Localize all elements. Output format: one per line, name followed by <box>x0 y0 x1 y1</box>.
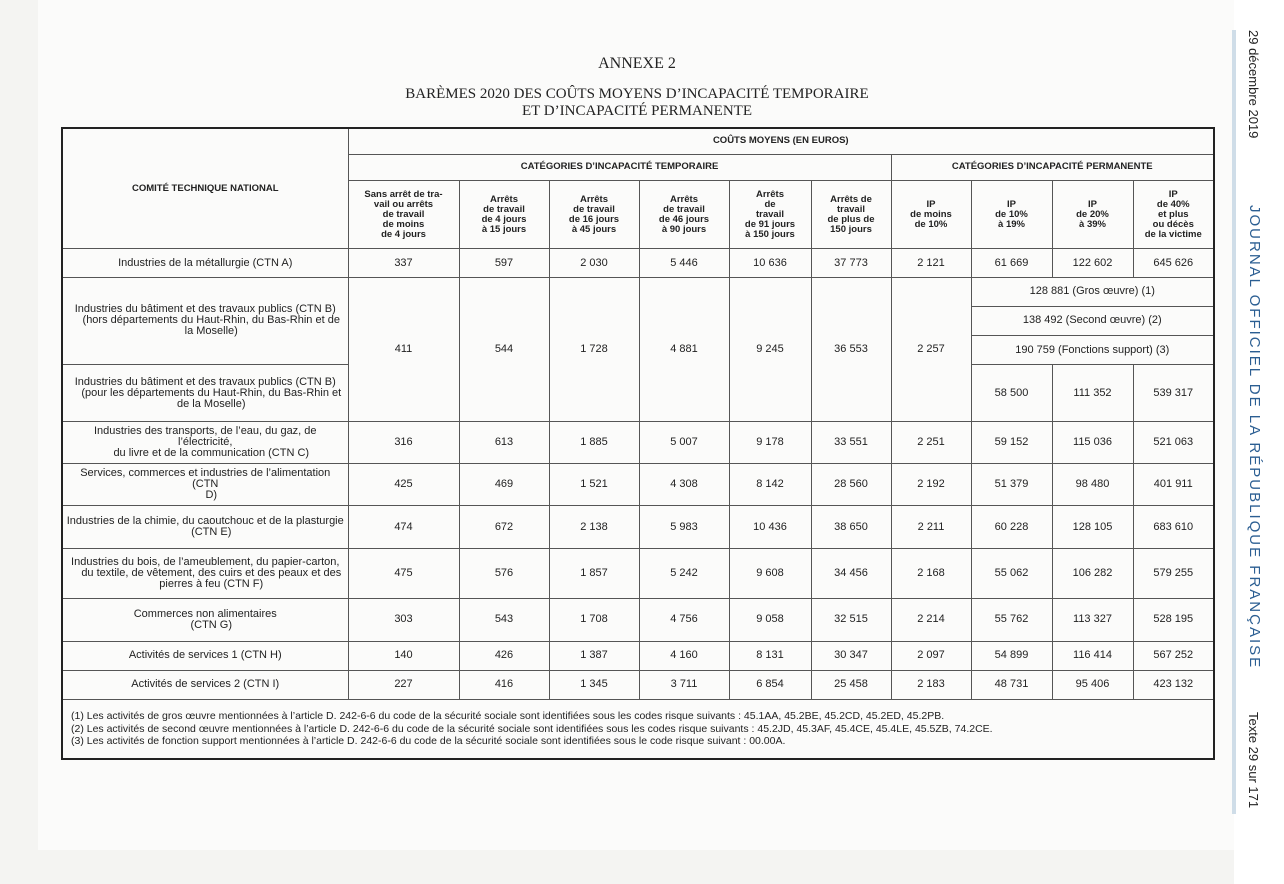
cell: 2 214 <box>891 599 971 641</box>
cell: 2 138 <box>549 506 639 548</box>
column-header-line: Arrêts <box>670 193 698 205</box>
column-header-line: IP <box>1168 188 1178 200</box>
cell: 597 <box>459 249 549 277</box>
cell: 51 379 <box>971 464 1052 506</box>
row-name <box>62 464 348 506</box>
row-name-line: du livre et de la communication (CTN C) <box>113 446 310 459</box>
cell: 38 650 <box>811 506 891 548</box>
cell: 1 885 <box>549 421 639 463</box>
header-permanent: CATÉGORIES D’INCAPACITÉ PERMANENTE <box>891 154 1214 180</box>
cell: 2 257 <box>891 277 971 421</box>
row-name-line: Activités de services 2 (CTN I) <box>131 678 280 691</box>
cell: 1 728 <box>549 277 639 421</box>
side-rule <box>1232 30 1236 814</box>
row-name-line: Industries des transports, de l’eau, du gaz, de l’électricité, <box>93 424 317 448</box>
row-name <box>62 670 348 699</box>
column-header-line: 150 jours <box>830 223 872 235</box>
column-header-line: de la victime <box>1144 228 1202 240</box>
cell: 128 105 <box>1052 506 1133 548</box>
cell: 55 762 <box>971 599 1052 641</box>
header-ctn: COMITÉ TECHNIQUE NATIONAL <box>62 128 348 249</box>
cell: 10 636 <box>729 249 811 277</box>
table-row-btp <box>62 277 1214 306</box>
column-header-line: de 10% <box>995 208 1028 220</box>
row-name-line: Activités de services 1 (CTN H) <box>128 649 282 662</box>
column-header-line: Arrêts <box>490 193 518 205</box>
cell: 416 <box>459 670 549 699</box>
table-row <box>62 641 1214 670</box>
column-header-line: de moins <box>382 218 425 230</box>
cell: 539 317 <box>1133 365 1214 422</box>
column-header-line: de 40% <box>1156 198 1190 210</box>
column-header <box>348 180 459 249</box>
cell: 4 308 <box>639 464 729 506</box>
cell: 9 245 <box>729 277 811 421</box>
column-header-line: de moins <box>910 208 952 220</box>
row-name <box>62 421 348 463</box>
row-name-line: (CTN E) <box>191 526 232 539</box>
cell-ip-second-oeuvre: 138 492 (Second œuvre) (2) <box>971 306 1214 335</box>
cell: 469 <box>459 464 549 506</box>
column-header <box>891 180 971 249</box>
cell: 1 708 <box>549 599 639 641</box>
cell: 6 854 <box>729 670 811 699</box>
cell: 2 097 <box>891 641 971 670</box>
cell: 10 436 <box>729 506 811 548</box>
cell: 303 <box>348 599 459 641</box>
row-name-btp-general <box>62 277 348 365</box>
column-header-line: de 10% <box>914 218 948 230</box>
column-header-line: de 4 jours <box>481 213 527 225</box>
side-text-number: Texte 29 sur 171 <box>1246 712 1261 809</box>
cell: 54 899 <box>971 641 1052 670</box>
cell: 8 142 <box>729 464 811 506</box>
cell: 111 352 <box>1052 365 1133 422</box>
column-header-line: à 39% <box>1079 218 1106 230</box>
row-name-line: Services, commerces et industries de l’alimentation (CTN <box>80 467 331 491</box>
column-header-line: Arrêts <box>580 193 608 205</box>
side-date: 29 décembre 2019 <box>1246 30 1261 139</box>
column-header <box>549 180 639 249</box>
column-header-line: de 4 jours <box>381 228 426 240</box>
cell: 115 036 <box>1052 421 1133 463</box>
column-header-line: de travail <box>573 203 615 215</box>
table-row <box>62 421 1214 463</box>
row-name-line: (CTN G) <box>190 618 233 631</box>
column-header-line: travail <box>756 208 784 220</box>
cell: 411 <box>348 277 459 421</box>
cell: 401 911 <box>1133 464 1214 506</box>
cell: 337 <box>348 249 459 277</box>
cell: 55 062 <box>971 548 1052 598</box>
row-name: Industries de la métallurgie (CTN A) <box>62 249 348 277</box>
table-body <box>62 421 1214 699</box>
cell-ip-gros-oeuvre: 128 881 (Gros œuvre) (1) <box>971 277 1214 306</box>
cell: 9 178 <box>729 421 811 463</box>
cell: 140 <box>348 641 459 670</box>
row-name-line: Industries du bâtiment et des travaux publics (CTN B) <box>74 303 336 316</box>
cell: 9 608 <box>729 548 811 598</box>
cell: 544 <box>459 277 549 421</box>
row-name <box>62 506 348 548</box>
cell: 5 242 <box>639 548 729 598</box>
cell: 60 228 <box>971 506 1052 548</box>
cell: 3 711 <box>639 670 729 699</box>
annexe-heading: ANNEXE 2 <box>598 55 676 72</box>
table-row <box>62 548 1214 598</box>
cell: 423 132 <box>1133 670 1214 699</box>
cell: 1 345 <box>549 670 639 699</box>
column-header <box>811 180 891 249</box>
column-header-line: travail <box>837 203 865 215</box>
column-header-line: IP <box>1007 198 1016 210</box>
cell: 9 058 <box>729 599 811 641</box>
column-header <box>639 180 729 249</box>
cell: 98 480 <box>1052 464 1133 506</box>
table-row <box>62 464 1214 506</box>
cell: 2 183 <box>891 670 971 699</box>
cell: 613 <box>459 421 549 463</box>
cell: 227 <box>348 670 459 699</box>
cell: 61 669 <box>971 249 1052 277</box>
column-header-line: de plus de <box>827 213 875 225</box>
cell: 1 857 <box>549 548 639 598</box>
cell: 567 252 <box>1133 641 1214 670</box>
column-header <box>1133 180 1214 249</box>
column-header-line: Arrêts <box>756 188 784 200</box>
column-header-line: à 90 jours <box>661 223 707 235</box>
cell: 683 610 <box>1133 506 1214 548</box>
row-name-btp-alsace <box>62 365 348 422</box>
column-header-line: de travail <box>483 203 525 215</box>
cost-table <box>61 127 1215 760</box>
cell: 28 560 <box>811 464 891 506</box>
cell: 5 446 <box>639 249 729 277</box>
footnotes <box>62 700 1214 759</box>
cell: 36 553 <box>811 277 891 421</box>
column-header-line: de <box>764 198 776 210</box>
column-header <box>1052 180 1133 249</box>
column-header-line: IP <box>926 198 936 210</box>
column-header-line: Sans arrêt de tra- <box>364 188 443 200</box>
cell: 106 282 <box>1052 548 1133 598</box>
cell: 59 152 <box>971 421 1052 463</box>
row-name-line: du textile, de vêtement, des cuirs et des peaux et des pierres à feu (CTN F) <box>81 566 342 590</box>
cell: 425 <box>348 464 459 506</box>
column-header <box>729 180 811 249</box>
row-name <box>62 599 348 641</box>
row-name-line: (hors départements du Haut-Rhin, du Bas-Rhin et de la Moselle) <box>82 314 340 338</box>
notes-row <box>62 700 1214 759</box>
cell: 113 327 <box>1052 599 1133 641</box>
cell: 4 160 <box>639 641 729 670</box>
cell: 4 756 <box>639 599 729 641</box>
side-journal-title: JOURNAL OFFICIEL DE LA RÉPUBLIQUE FRANÇAISE <box>1246 205 1263 670</box>
cell: 2 030 <box>549 249 639 277</box>
footnote-2: (2) Les activités de second œuvre mentionnées à l’article D. 242-6-6 du code de la sécurité sociale sont identifiées sous les codes risque suivants : 45.2JD, 45.3AF, 45.4CE, 45.4LE, 45.5ZB, 74.2CE. <box>71 722 993 735</box>
column-header-line: et plus <box>1157 208 1189 220</box>
cell: 475 <box>348 548 459 598</box>
cell: 645 626 <box>1133 249 1214 277</box>
title-line-2: ET D’INCAPACITÉ PERMANENTE <box>521 103 752 119</box>
header-temporary: CATÉGORIES D’INCAPACITÉ TEMPORAIRE <box>348 154 891 180</box>
row-name <box>62 641 348 670</box>
cell: 48 731 <box>971 670 1052 699</box>
cell: 122 602 <box>1052 249 1133 277</box>
column-header-line: à 15 jours <box>481 223 527 235</box>
cell: 34 456 <box>811 548 891 598</box>
column-header <box>459 180 549 249</box>
title-line-1: BARÈMES 2020 DES COÛTS MOYENS D’INCAPACITÉ TEMPORAIRE <box>405 86 869 102</box>
footnote-1: (1) Les activités de gros œuvre mentionnées à l’article D. 242-6-6 du code de la sécurité sociale sont identifiées sous les codes risque suivants : 45.1AA, 45.2BE, 45.2CD, 45.2ED, 45.2PB. <box>71 710 945 723</box>
column-header-line: à 150 jours <box>745 228 795 240</box>
cell: 5 983 <box>639 506 729 548</box>
cell: 426 <box>459 641 549 670</box>
cell: 579 255 <box>1133 548 1214 598</box>
cell: 8 131 <box>729 641 811 670</box>
column-header-line: à 19% <box>998 218 1025 230</box>
column-header-line: IP <box>1088 198 1097 210</box>
column-header-line: à 45 jours <box>571 223 617 235</box>
cell: 474 <box>348 506 459 548</box>
cell: 32 515 <box>811 599 891 641</box>
row-name-line: (pour les départements du Haut-Rhin, du Bas-Rhin et de la Moselle) <box>81 386 342 410</box>
column-header-line: Arrêts de <box>830 193 872 205</box>
column-header <box>971 180 1052 249</box>
cell: 316 <box>348 421 459 463</box>
cell: 1 387 <box>549 641 639 670</box>
cell: 1 521 <box>549 464 639 506</box>
cell: 672 <box>459 506 549 548</box>
cell: 33 551 <box>811 421 891 463</box>
column-header-line: de 16 jours <box>568 213 620 225</box>
cell: 58 500 <box>971 365 1052 422</box>
cell: 95 406 <box>1052 670 1133 699</box>
document-title <box>0 86 1274 120</box>
cell: 2 251 <box>891 421 971 463</box>
column-header-line: de 46 jours <box>658 213 710 225</box>
cell: 5 007 <box>639 421 729 463</box>
cell-ip-fonctions-support: 190 759 (Fonctions support) (3) <box>971 336 1214 365</box>
footnote-3: (3) Les activités de fonction support mentionnées à l’article D. 242-6-6 du code de la sécurité sociale sont identifiées sous le code risque suivant : 00.00A. <box>71 735 786 748</box>
cell: 576 <box>459 548 549 598</box>
row-name-line: Industries du bois, de l’ameublement, du papier-carton, <box>71 555 340 568</box>
table-row <box>62 506 1214 548</box>
cell: 116 414 <box>1052 641 1133 670</box>
column-header-line: de travail <box>663 203 705 215</box>
cell: 2 192 <box>891 464 971 506</box>
cell: 4 881 <box>639 277 729 421</box>
table-row <box>62 599 1214 641</box>
cell: 2 121 <box>891 249 971 277</box>
table-row <box>62 670 1214 699</box>
column-header-line: vail ou arrêts <box>373 198 434 210</box>
cell: 30 347 <box>811 641 891 670</box>
row-name <box>62 548 348 598</box>
row-name-line: Industries du bâtiment et des travaux publics (CTN B) <box>74 375 336 388</box>
table-row <box>62 249 1214 277</box>
cell: 543 <box>459 599 549 641</box>
row-name-line: D) <box>205 489 218 502</box>
column-header-line: de 20% <box>1076 208 1109 220</box>
cell: 521 063 <box>1133 421 1214 463</box>
cell: 25 458 <box>811 670 891 699</box>
column-header-line: de travail <box>382 208 425 220</box>
cell: 2 211 <box>891 506 971 548</box>
column-header-line: de 91 jours <box>744 218 796 230</box>
cell: 37 773 <box>811 249 891 277</box>
header-costs: COÛTS MOYENS (EN EUROS) <box>348 128 1214 154</box>
column-header-line: ou décès <box>1152 218 1194 230</box>
row-name-line: Commerces non alimentaires <box>133 607 277 620</box>
row-name-line: Industries de la chimie, du caoutchouc et de la plasturgie <box>66 515 344 528</box>
cell: 528 195 <box>1133 599 1214 641</box>
cell: 2 168 <box>891 548 971 598</box>
